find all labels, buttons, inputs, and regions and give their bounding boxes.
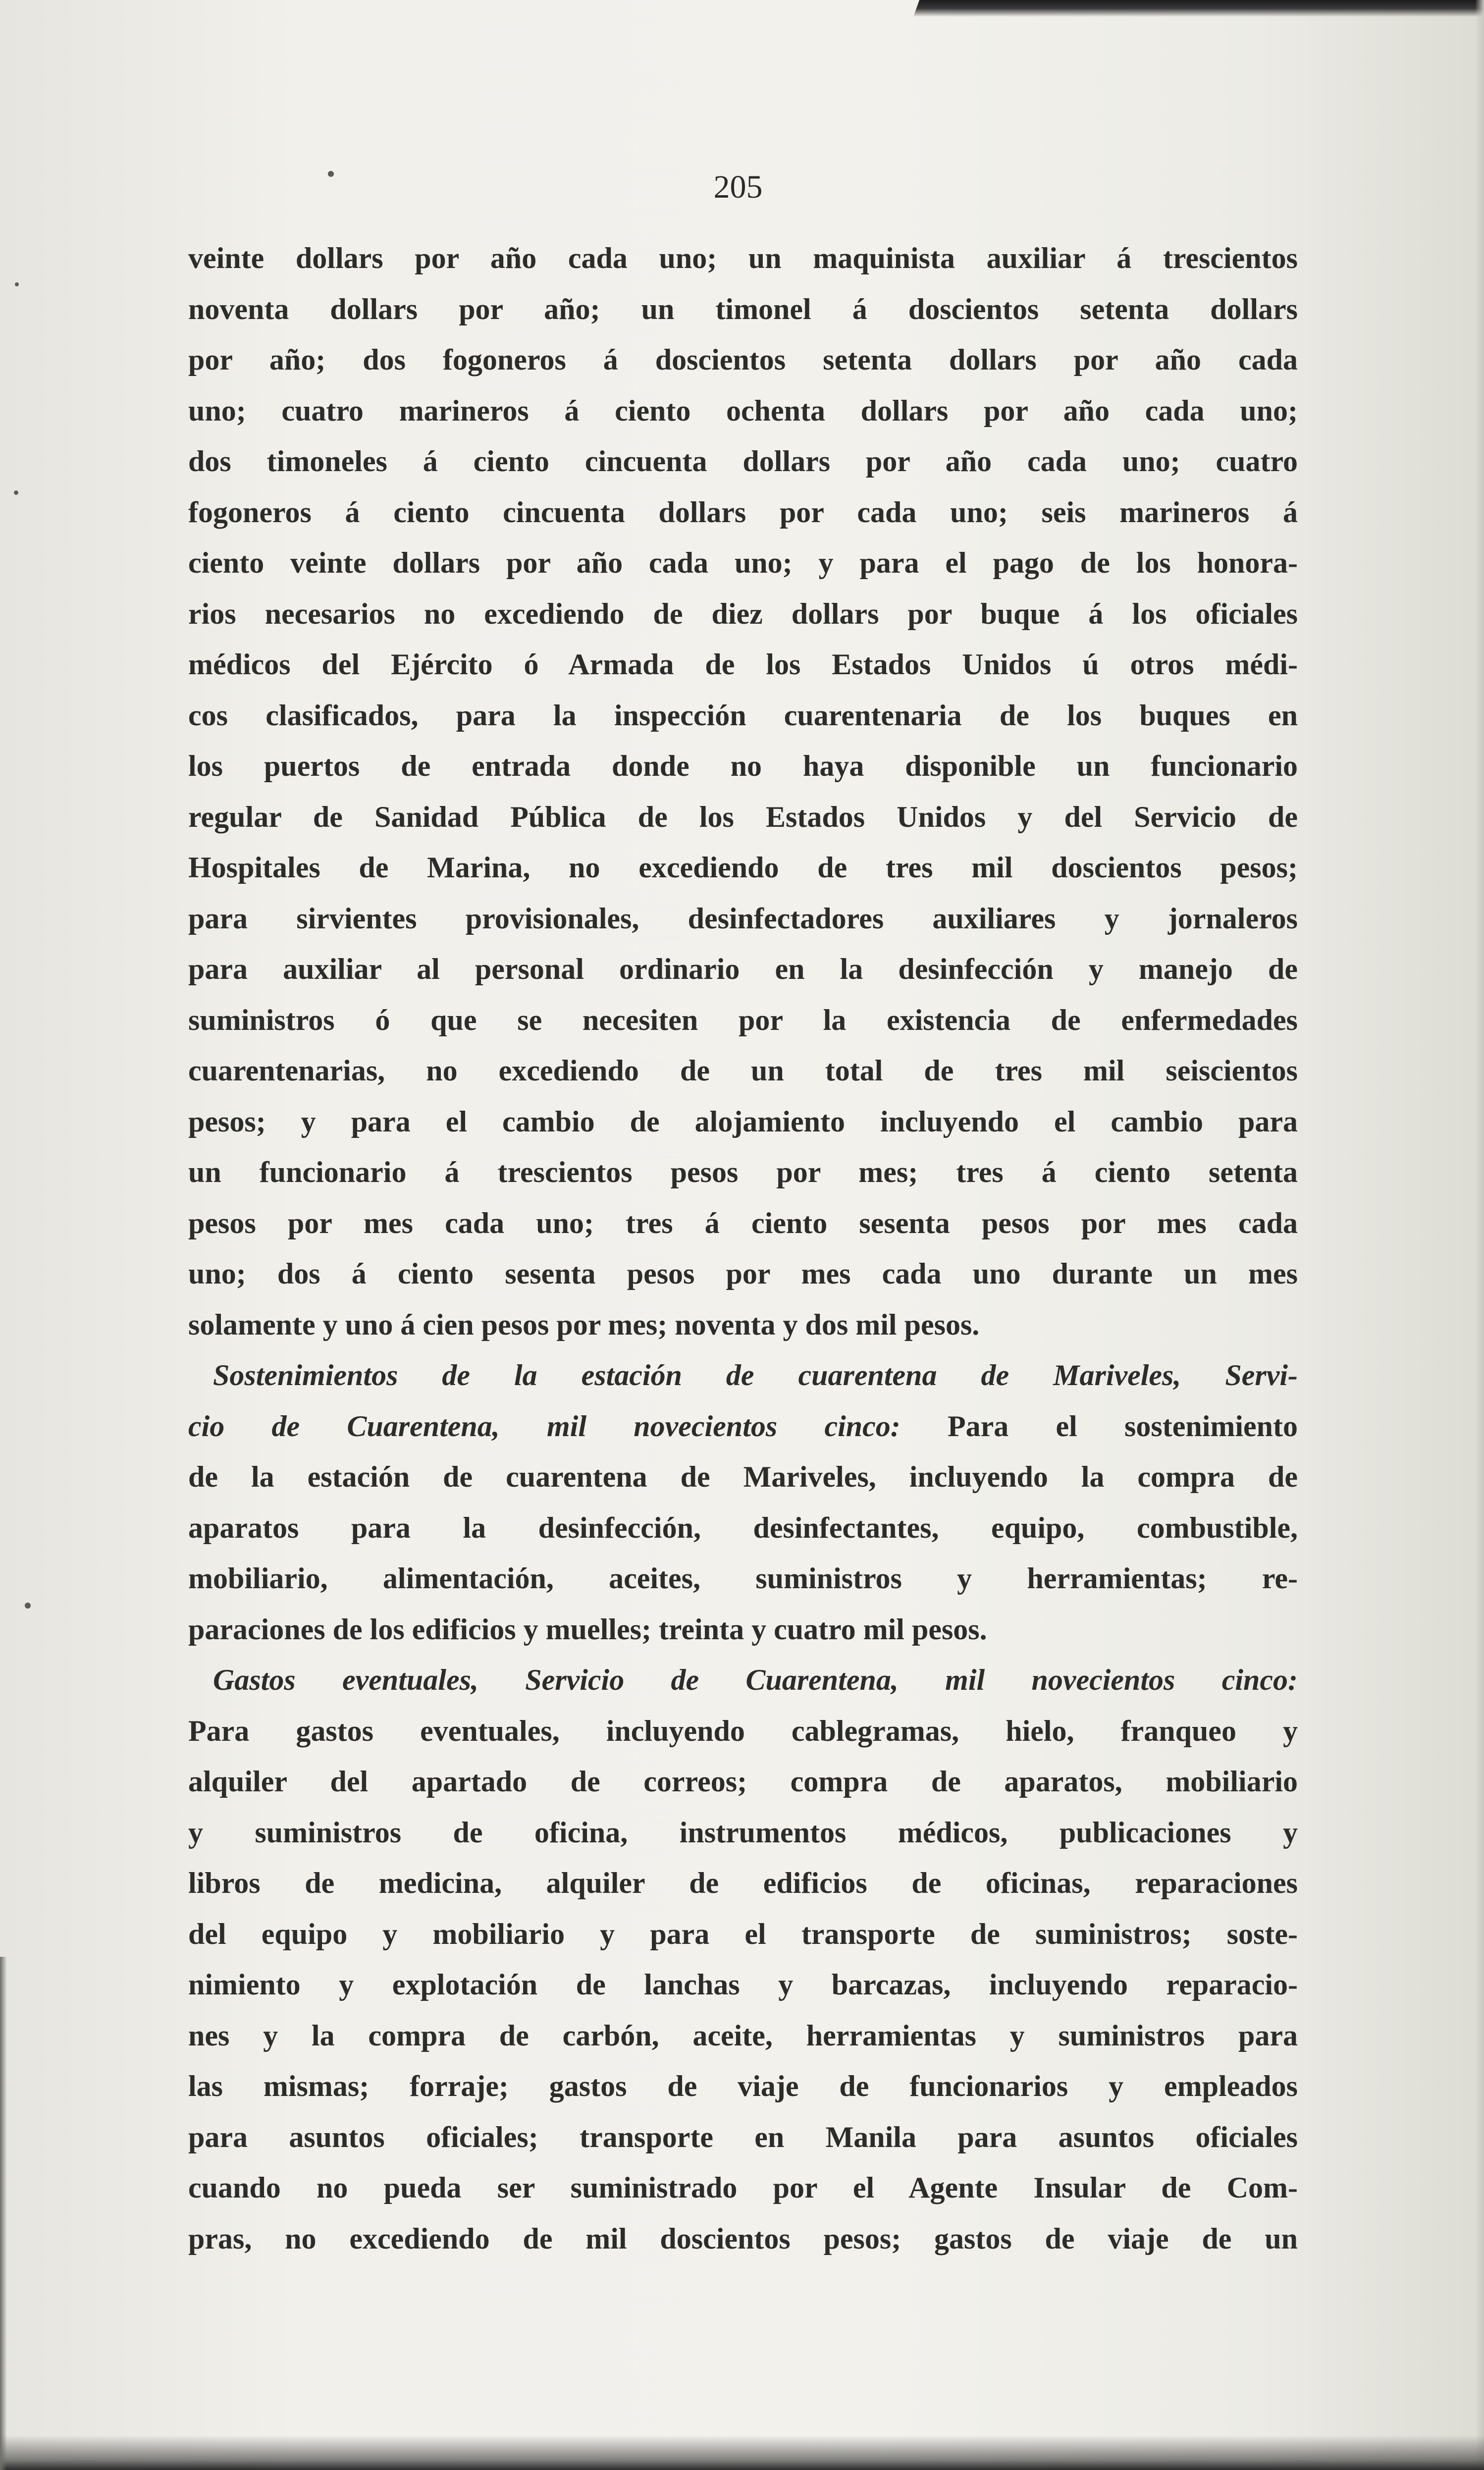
- text-line: para asuntos oficiales; transporte en Manila para asuntos oficiales: [188, 2120, 1298, 2153]
- text-line: noventa dollars por año; un timonel á doscientos setenta dollars: [188, 292, 1298, 325]
- scan-left-edge-shadow: [0, 1957, 7, 2470]
- text-line: pras, no excediendo de mil doscientos pesos; gastos de viaje de un: [188, 2222, 1298, 2255]
- text-line: ciento veinte dollars por año cada uno; y para el pago de los honora-: [188, 546, 1298, 579]
- text-line: para auxiliar al personal ordinario en la desinfección y manejo de: [188, 953, 1298, 985]
- page-number: 205: [713, 169, 763, 205]
- text-line: las mismas; forraje; gastos de viaje de funcionarios y empleados: [188, 2070, 1298, 2102]
- speck-mark: [14, 490, 18, 495]
- text-line: solamente y uno á cien pesos por mes; noventa y dos mil pesos.: [188, 1308, 980, 1341]
- text-line: nes y la compra de carbón, aceite, herramientas y suministros para: [188, 2019, 1298, 2052]
- text-line: uno; dos á ciento sesenta pesos por mes cada uno durante un mes: [188, 1257, 1298, 1290]
- text-line: uno; cuatro marineros á ciento ochenta dollars por año cada uno;: [188, 394, 1298, 427]
- text-line: rios necesarios no excediendo de diez dollars por buque á los oficiales: [188, 597, 1298, 630]
- scan-top-edge-shadow: [913, 0, 1484, 17]
- text-line: suministros ó que se necesiten por la existencia de enfermedades: [188, 1003, 1298, 1036]
- text-line: Para gastos eventuales, incluyendo cablegramas, hielo, franqueo y: [188, 1714, 1298, 1747]
- scan-right-edge-shadow: [1475, 0, 1484, 2470]
- text-line: cos clasificados, para la inspección cuarentenaria de los buques en: [188, 698, 1298, 732]
- speck-mark: [25, 1603, 31, 1609]
- text-line: veinte dollars por año cada uno; un maquinista auxiliar á trescientos: [188, 242, 1298, 274]
- text-line: para sirvientes provisionales, desinfectadores auxiliares y jornaleros: [188, 902, 1298, 935]
- text-line: cuarentenarias, no excediendo de un total de tres mil seiscientos: [188, 1054, 1298, 1087]
- speck-mark: [15, 282, 19, 286]
- speck-mark: [328, 171, 334, 177]
- text-line: mobiliario, alimentación, aceites, suministros y herramientas; re-: [188, 1562, 1298, 1595]
- text-line: y suministros de oficina, instrumentos médicos, publicaciones y: [188, 1816, 1298, 1849]
- text-line: nimiento y explotación de lanchas y barcazas, incluyendo reparacio-: [188, 1968, 1298, 2001]
- text-line: del equipo y mobiliario y para el transporte de suministros; soste-: [188, 1917, 1298, 1950]
- text-line: médicos del Ejército ó Armada de los Estados Unidos ú otros médi-: [188, 648, 1298, 681]
- text-line: pesos por mes cada uno; tres á ciento sesenta pesos por mes cada: [188, 1206, 1298, 1239]
- text-line: libros de medicina, alquiler de edificios de oficinas, reparaciones: [188, 1867, 1298, 1899]
- section-heading-mariveles: Sostenimientos de la estación de cuarentena de Mariveles, Servi-: [213, 1359, 1298, 1392]
- text-line: pesos; y para el cambio de alojamiento incluyendo el cambio para: [188, 1105, 1298, 1138]
- text-line: aparatos para la desinfección, desinfectantes, equipo, combustible,: [188, 1511, 1298, 1544]
- section-heading-italic: cio de Cuarentena, mil novecientos cinco:: [188, 1409, 901, 1443]
- text-line: de la estación de cuarentena de Mariveles, incluyendo la compra de: [188, 1460, 1298, 1493]
- text-line: Hospitales de Marina, no excediendo de tres mil doscientos pesos;: [188, 851, 1298, 884]
- section-heading-gastos: Gastos eventuales, Servicio de Cuarentena, mil novecientos cinco:: [213, 1664, 1298, 1696]
- text-line: fogoneros á ciento cincuenta dollars por cada uno; seis marineros á: [188, 495, 1298, 529]
- scan-bottom-edge-shadow: [0, 2435, 1484, 2470]
- section-heading-rest: Para el sostenimiento: [947, 1409, 1298, 1443]
- text-line: los puertos de entrada donde no haya disponible un funcionario: [188, 750, 1298, 782]
- section-heading-mariveles-continued: [188, 1401, 1298, 1452]
- text-line: dos timoneles á ciento cincuenta dollars por año cada uno; cuatro: [188, 445, 1298, 478]
- text-line: por año; dos fogoneros á doscientos setenta dollars por año cada: [188, 343, 1298, 376]
- body-text: [188, 233, 1298, 2264]
- text-line: paraciones de los edificios y muelles; treinta y cuatro mil pesos.: [188, 1612, 987, 1646]
- text-line: un funcionario á trescientos pesos por mes; tres á ciento setenta: [188, 1156, 1298, 1188]
- text-line: cuando no pueda ser suministrado por el Agente Insular de Com-: [188, 2171, 1298, 2204]
- text-line: regular de Sanidad Pública de los Estados Unidos y del Servicio de: [188, 800, 1298, 833]
- text-line: alquiler del apartado de correos; compra de aparatos, mobiliario: [188, 1765, 1298, 1798]
